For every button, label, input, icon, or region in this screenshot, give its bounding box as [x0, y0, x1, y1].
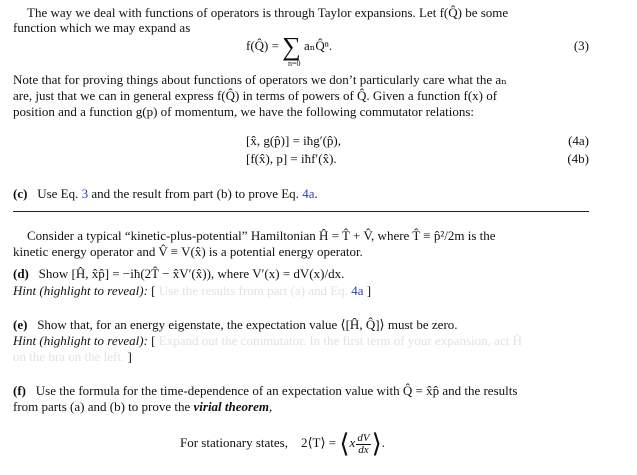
- part-d-hint-open: [: [151, 283, 156, 298]
- summation-symbol: ∑: [282, 32, 301, 62]
- part-c: [13, 186, 318, 202]
- part-d-label: (d): [13, 266, 29, 281]
- part-d-text: Show [Ĥ, x̂p̂] = −iħ(2T̂ − x̂V′(x̂)), where V′(x) = dV(x)/dx.: [38, 266, 345, 281]
- part-e-hint: [13, 333, 522, 349]
- virial-denominator: dx: [358, 443, 369, 456]
- part-d-hint: [13, 283, 371, 299]
- part-c-label: (c): [13, 186, 28, 201]
- virial-fraction: [356, 433, 370, 456]
- virial-numerator: dV: [357, 431, 370, 444]
- part-e-label: (e): [13, 317, 28, 332]
- eq4b-number: (4b): [567, 151, 589, 166]
- section-divider: [13, 211, 589, 212]
- part-c-text-mid: and the result from part (b) to prove Eq.: [88, 186, 303, 201]
- part-c-text-after: .: [314, 186, 318, 201]
- part-e-hint-cont: [13, 349, 132, 365]
- part-f-line-2: [13, 399, 272, 415]
- eq3-number: (3): [573, 38, 589, 53]
- part-e-hidden-hint-1[interactable]: Expand out the commutator. In the first term of your expansion, act Ĥ: [158, 333, 522, 348]
- part-e-hidden-hint-2[interactable]: on the bra on the left.: [13, 349, 125, 364]
- eq3-link[interactable]: 3: [81, 186, 89, 201]
- part-d-hint-close: ]: [366, 283, 372, 298]
- eq3-rhs: aₙQ̂ⁿ.: [300, 38, 333, 53]
- eq3-lhs: f(Q̂) =: [246, 38, 283, 53]
- part-d: [13, 266, 344, 282]
- virial-end: .: [381, 435, 385, 450]
- part-e-hint-label: Hint (highlight to reveal):: [13, 333, 148, 348]
- note-line-3: position and a function g(p) of momentum, we have the following commutator relations:: [13, 104, 475, 119]
- part-e-hint-open: [: [151, 333, 156, 348]
- eq4a-link[interactable]: 4a: [302, 186, 315, 201]
- equation-3: [246, 32, 333, 62]
- virial-x: x: [349, 435, 356, 450]
- eq4a-number: (4a): [568, 133, 589, 148]
- part-f-label: (f): [13, 383, 26, 398]
- part-f-line-2-before: from parts (a) and (b) to prove the: [13, 399, 194, 414]
- hamiltonian-line-2: kinetic energy operator and V̂ ≡ V(x̂) is a potential energy operator.: [13, 244, 363, 259]
- virial-close-bracket: ⟩: [371, 429, 382, 459]
- note-line-2: are, just that we can in general express f(Q̂) in terms of powers of Q̂. Given a function f(x) of: [13, 88, 498, 103]
- part-f-line-2-after: ,: [268, 399, 273, 414]
- virial-open-bracket: ⟨: [339, 429, 350, 459]
- equation-4b: [f(x̂), p] = iħf′(x̂).: [246, 151, 337, 166]
- intro-line-1: The way we deal with functions of operators is through Taylor expansions. Let f(Q̂) be some: [27, 5, 509, 20]
- part-d-hint-eq-link[interactable]: 4a: [351, 283, 364, 298]
- part-f-line-1: Use the formula for the time-dependence of an expectation value with Q̂ = x̂p̂ and the results: [35, 383, 518, 398]
- note-line-1: Note that for proving things about functions of operators we don’t particularly care what the aₙ: [13, 72, 507, 87]
- part-d-hidden-hint[interactable]: Use the results from part (a) and Eq.: [158, 283, 352, 298]
- part-c-text-before: Use Eq.: [37, 186, 82, 201]
- part-f: [13, 383, 517, 399]
- hamiltonian-line-1: Consider a typical “kinetic-plus-potential” Hamiltonian Ĥ = T̂ + V̂, where T̂ ≡ p̂²/2m is the: [27, 228, 496, 243]
- part-e-text: Show that, for an energy eigenstate, the expectation value ⟨[Ĥ, Q̂]⟩ must be zero.: [37, 317, 458, 332]
- virial-theorem-term: virial theorem: [193, 399, 269, 414]
- equation-4a: [x̂, g(p̂)] = iħg′(p̂),: [246, 133, 342, 148]
- virial-equation: [180, 428, 385, 458]
- part-d-hint-label: Hint (highlight to reveal):: [13, 283, 148, 298]
- virial-lhs: 2⟨T⟩ =: [300, 435, 337, 450]
- virial-prefix: For stationary states,: [180, 435, 288, 450]
- part-e: [13, 317, 458, 333]
- part-e-hint-close: ]: [127, 349, 132, 364]
- intro-line-2: function which we may expand as: [13, 20, 191, 35]
- eq3-sum-limit: n=0: [288, 59, 301, 68]
